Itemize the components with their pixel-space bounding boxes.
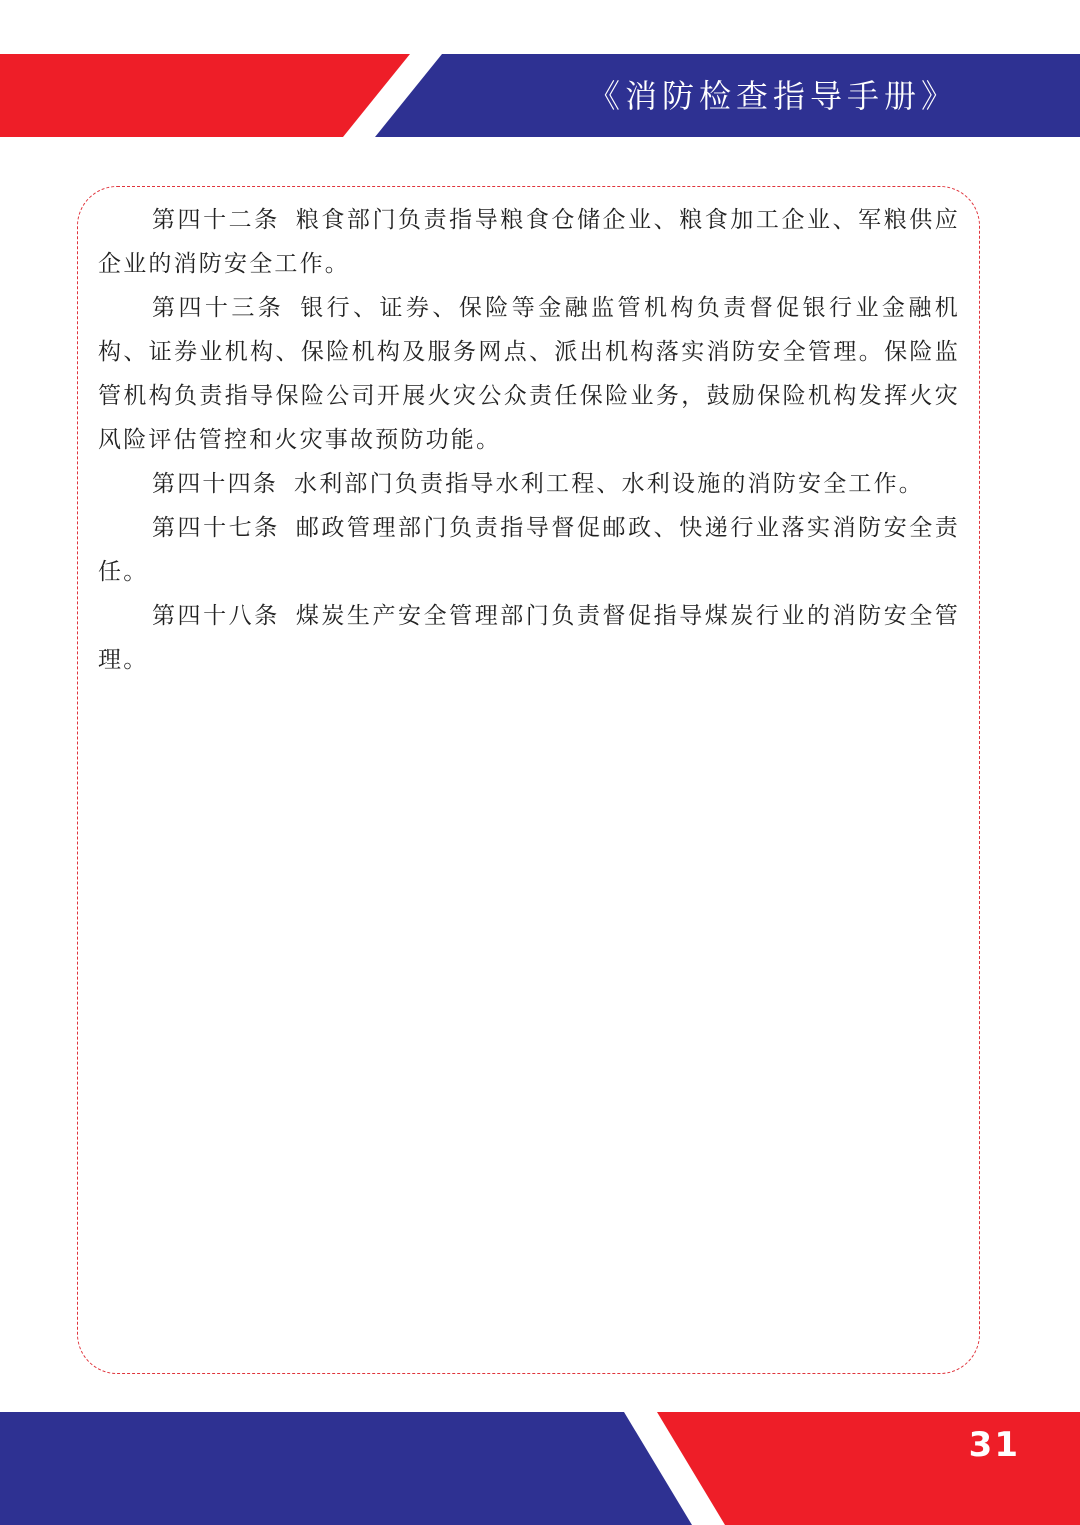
article-42	[98, 198, 960, 286]
article-text: 煤炭生产安全管理部门负责督促指导煤炭行业的消防安全管理。	[98, 603, 961, 673]
article-number: 第四十四条	[152, 471, 278, 497]
article-list	[98, 198, 960, 682]
article-text: 粮食部门负责指导粮食仓储企业、粮食加工企业、军粮供应企业的消防安全工作。	[98, 207, 961, 277]
article-text: 银行、证券、保险等金融监管机构负责督促银行业金融机构、证券业机构、保险机构及服务网点、派出机构落实消防安全管理。保险监管机构负责指导保险公司开展火灾公众责任保险业务，鼓励保险机构发挥火灾风险评估管控和火灾事故预防功能。	[98, 295, 961, 453]
footer-blue-stripe	[0, 1412, 692, 1525]
header-red-stripe	[0, 54, 410, 137]
article-number: 第四十八条	[152, 603, 280, 629]
manual-title: 《消防检查指导手册》	[587, 77, 958, 115]
footer-band-graphic	[0, 1412, 1080, 1525]
article-text: 水利部门负责指导水利工程、水利设施的消防安全工作。	[294, 471, 924, 497]
article-text: 邮政管理部门负责指导督促邮政、快递行业落实消防安全责任。	[98, 515, 961, 585]
article-number: 第四十七条	[152, 515, 280, 541]
footer-band	[0, 1412, 1080, 1525]
article-number: 第四十二条	[152, 207, 280, 233]
article-44	[98, 462, 960, 506]
article-number: 第四十三条	[152, 295, 285, 321]
article-47	[98, 506, 960, 594]
article-48	[98, 594, 960, 682]
article-43	[98, 286, 960, 462]
header-band	[0, 54, 1080, 137]
page-number	[969, 1428, 1020, 1444]
